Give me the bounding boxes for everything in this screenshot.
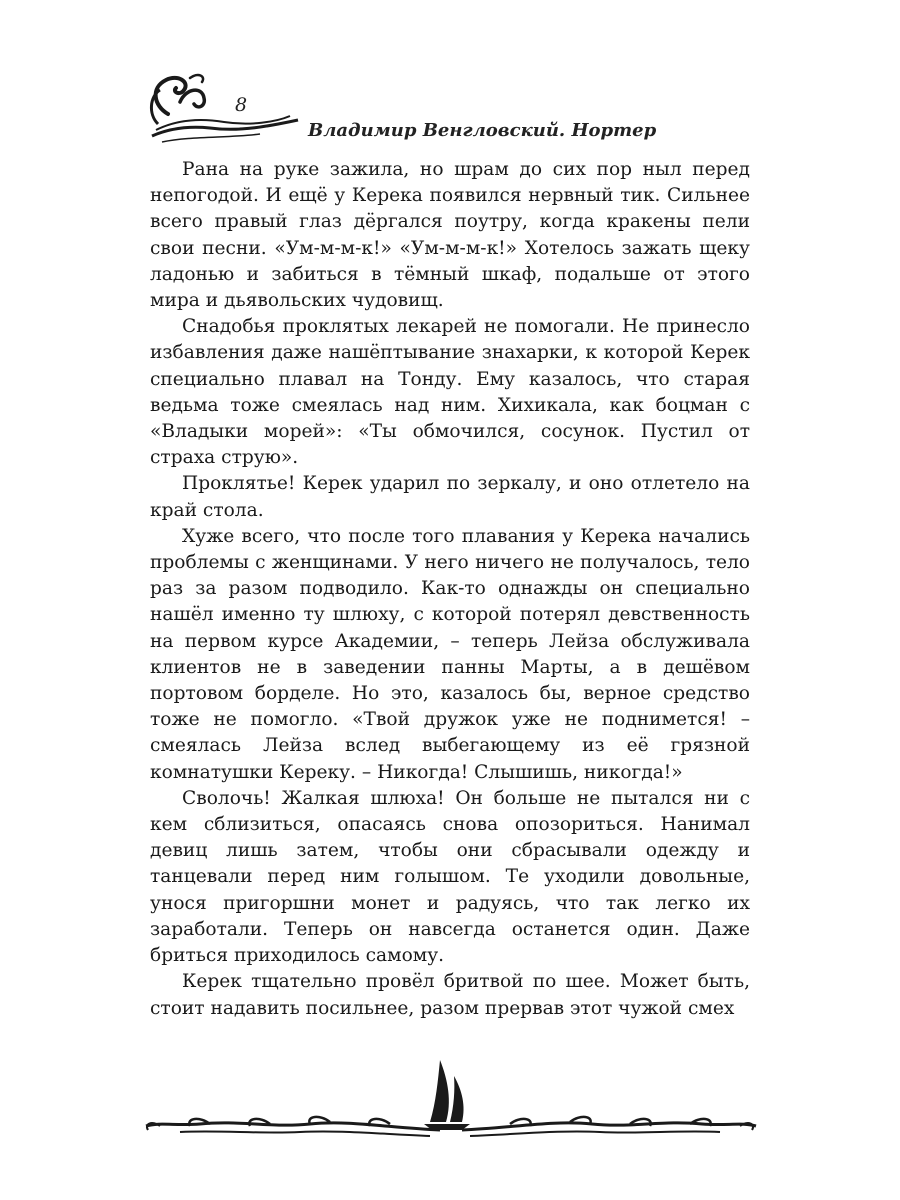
paragraph: Снадобья проклятых лекарей не помогали. Не принесло избавления даже нашёптывание знахарки, к которой Керек специально плавал на Тонду. Ему казалось, что старая ведьма тоже смеялась над ним. Хихикала, как боцман с «Владыки морей»: «Ты обмочился, сосунок. Пустил от страха струю». xyxy=(150,316,750,469)
paragraph: Сволочь! Жалкая шлюха! Он больше не пытался ни с кем сблизиться, опасаясь снова опозориться. Нанимал девиц лишь затем, чтобы они сбрасывали одежду и танцевали перед ним голышом. Те уходили довольные, унося пригоршни монет и радуясь, что так легко их заработали. Теперь он навсегда останется один. Даже бриться приходилось самому. xyxy=(150,787,750,967)
paragraph: Рана на руке зажила, но шрам до сих пор ныл перед непогодой. И ещё у Керека появился нервный тик. Сильнее всего правый глаз дёргался поутру, когда кракены пели свои песни. «Ум-м-м-к!» «Ум-м-м-к!» Хотелось зажать щеку ладонью и забиться в тёмный шкаф, подальше от этого мира и дьявольских чудовищ. xyxy=(150,159,750,312)
sailboat-wave-ornament-icon xyxy=(140,1050,760,1140)
wave-ornament-icon xyxy=(140,66,300,146)
running-head: Владимир Венгловский. Нортер xyxy=(308,120,657,141)
paragraph: Проклятье! Керек ударил по зеркалу, и оно отлетело на край стола. xyxy=(150,473,750,521)
paragraph: Керек тщательно провёл бритвой по шее. Может быть, стоит надавить посильнее, разом прервав этот чужой смех xyxy=(150,971,750,1019)
body-text xyxy=(150,157,750,1022)
page-number: 8 xyxy=(235,94,248,116)
paragraph: Хуже всего, что после того плавания у Керека начались проблемы с женщинами. У него ничего не получалось, тело раз за разом подводило. Как-то однажды он специально нашёл именно ту шлюху, с которой потерял девственность на первом курсе Академии, – теперь Лейза обслуживала клиентов не в заведении панны Марты, а в дешёвом портовом борделе. Но это, казалось бы, верное средство тоже не помогло. «Твой дружок уже не поднимется! – смеялась Лейза вслед выбегающему из её грязной комнатушки Кереку. – Никогда! Слышишь, никогда!» xyxy=(150,525,750,783)
